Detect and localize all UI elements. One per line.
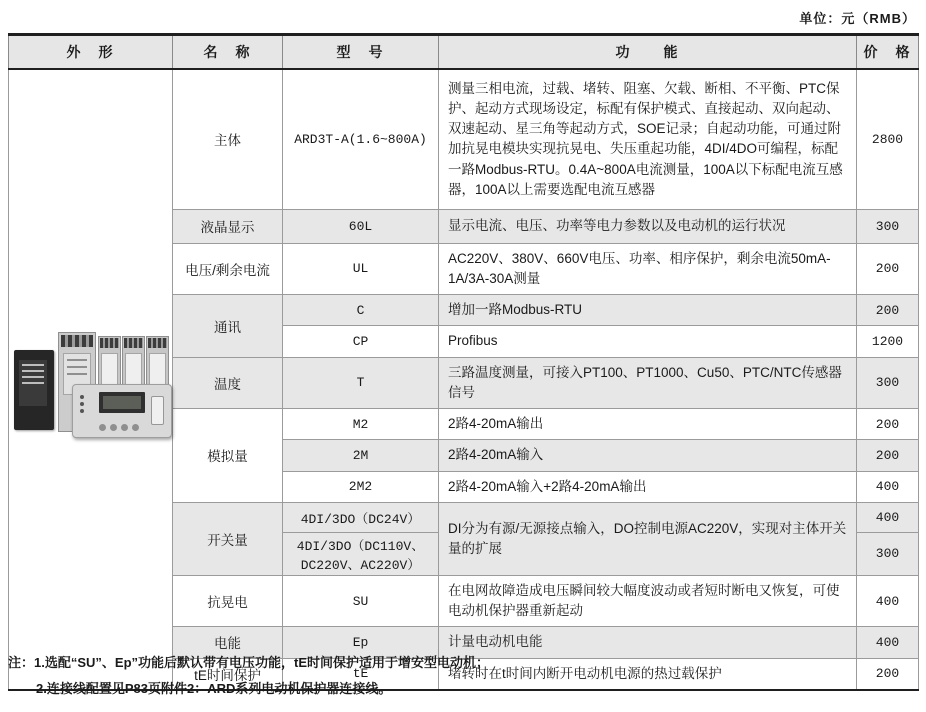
- model-cell: Ep: [283, 627, 439, 658]
- price-cell: 300: [857, 209, 919, 243]
- price-cell: 2800: [857, 69, 919, 209]
- appearance-cell: [9, 69, 173, 690]
- function-cell: 2路4-20mA输入+2路4-20mA输出: [439, 471, 857, 502]
- name-cell: 开关量: [173, 502, 283, 575]
- function-cell: 2路4-20mA输出: [439, 409, 857, 440]
- price-table: [8, 33, 919, 691]
- footnote-1: 注：1.选配“SU”、Ep”功能后默认带有电压功能，tE时间保护适用于增安型电动机；: [8, 655, 490, 670]
- header-function: 功 能: [439, 35, 857, 70]
- price-cell: 200: [857, 440, 919, 471]
- price-cell: 300: [857, 357, 919, 409]
- panel-lcd-screen: [99, 392, 145, 413]
- footnote-2: 2.连接线配置见P83页附件2：ARD系列电动机保护器连接线。: [36, 681, 392, 696]
- din-module-dark: [14, 350, 54, 430]
- price-cell: 300: [857, 532, 919, 575]
- model-cell: 60L: [283, 209, 439, 243]
- table-row: [9, 69, 919, 209]
- name-cell: 电能: [173, 627, 283, 658]
- price-cell: 400: [857, 471, 919, 502]
- function-cell: 三路温度测量，可接入PT100、PT1000、Cu50、PTC/NTC传感器信号: [439, 357, 857, 409]
- name-cell: 通讯: [173, 295, 283, 358]
- price-cell: 400: [857, 502, 919, 532]
- header-appearance: 外 形: [9, 35, 173, 70]
- model-cell: UL: [283, 243, 439, 295]
- header-name: 名 称: [173, 35, 283, 70]
- product-photo: [10, 320, 172, 438]
- price-cell: 1200: [857, 326, 919, 357]
- table-header-row: [9, 35, 919, 70]
- function-cell: 2路4-20mA输入: [439, 440, 857, 471]
- function-cell: Profibus: [439, 326, 857, 357]
- model-cell: M2: [283, 409, 439, 440]
- function-cell: 堵转时在t时间内断开电动机电源的热过载保护: [439, 658, 857, 690]
- model-cell: C: [283, 295, 439, 326]
- panel-side-slot: [151, 396, 164, 425]
- footnotes: [8, 650, 489, 702]
- name-cell: 抗晃电: [173, 575, 283, 627]
- model-cell: SU: [283, 575, 439, 627]
- price-cell: 200: [857, 658, 919, 690]
- function-cell: 增加一路Modbus-RTU: [439, 295, 857, 326]
- function-cell: 计量电动机电能: [439, 627, 857, 658]
- name-cell: tE时间保护: [173, 658, 283, 690]
- model-cell: 2M: [283, 440, 439, 471]
- panel-leds: [80, 392, 92, 422]
- function-cell: AC220V、380V、660V电压、功率、相序保护，剩余电流50mA-1A/3A-30A测量: [439, 243, 857, 295]
- price-cell: 200: [857, 295, 919, 326]
- function-cell: 在电网故障造成电压瞬间较大幅度波动或者短时断电又恢复，可使电动机保护器重新起动: [439, 575, 857, 627]
- function-cell: 测量三相电流，过载、堵转、阻塞、欠载、断相、不平衡、PTC保护、起动方式现场设定，标配有保护模式、直接起动、双向起动、双速起动、星三角等起动方式，SOE记录；自起动功能，可通过附加抗晃电模块实现抗晃电、失压重起功能，4DI/4DO可编程，标配一路Modbus-RTU。0.4A~800A电流测量，100A以下标配电流互感器，100A以上需要选配电流互感器: [439, 69, 857, 209]
- name-cell: 温度: [173, 357, 283, 409]
- header-price: 价 格: [857, 35, 919, 70]
- name-cell: 模拟量: [173, 409, 283, 503]
- function-cell: 显示电流、电压、功率等电力参数以及电动机的运行状况: [439, 209, 857, 243]
- price-cell: 400: [857, 575, 919, 627]
- function-cell: DI分为有源/无源接点输入，DO控制电源AC220V，实现对主体开关量的扩展: [439, 502, 857, 575]
- panel-buttons: [99, 424, 149, 432]
- model-cell: 4DI/3DO（DC24V）: [283, 502, 439, 532]
- price-cell: 200: [857, 409, 919, 440]
- name-cell: 电压/剩余电流: [173, 243, 283, 295]
- name-cell: 主体: [173, 69, 283, 209]
- model-cell: T: [283, 357, 439, 409]
- display-panel: [72, 384, 172, 438]
- model-cell: 4DI/3DO（DC110V、DC220V、AC220V）: [283, 532, 439, 575]
- model-cell: 2M2: [283, 471, 439, 502]
- price-cell: 400: [857, 627, 919, 658]
- price-cell: 200: [857, 243, 919, 295]
- name-cell: 液晶显示: [173, 209, 283, 243]
- model-cell: CP: [283, 326, 439, 357]
- model-cell: ARD3T-A(1.6~800A): [283, 69, 439, 209]
- unit-label: 单位：元（RMB）: [799, 11, 916, 26]
- header-model: 型 号: [283, 35, 439, 70]
- model-cell: tE: [283, 658, 439, 690]
